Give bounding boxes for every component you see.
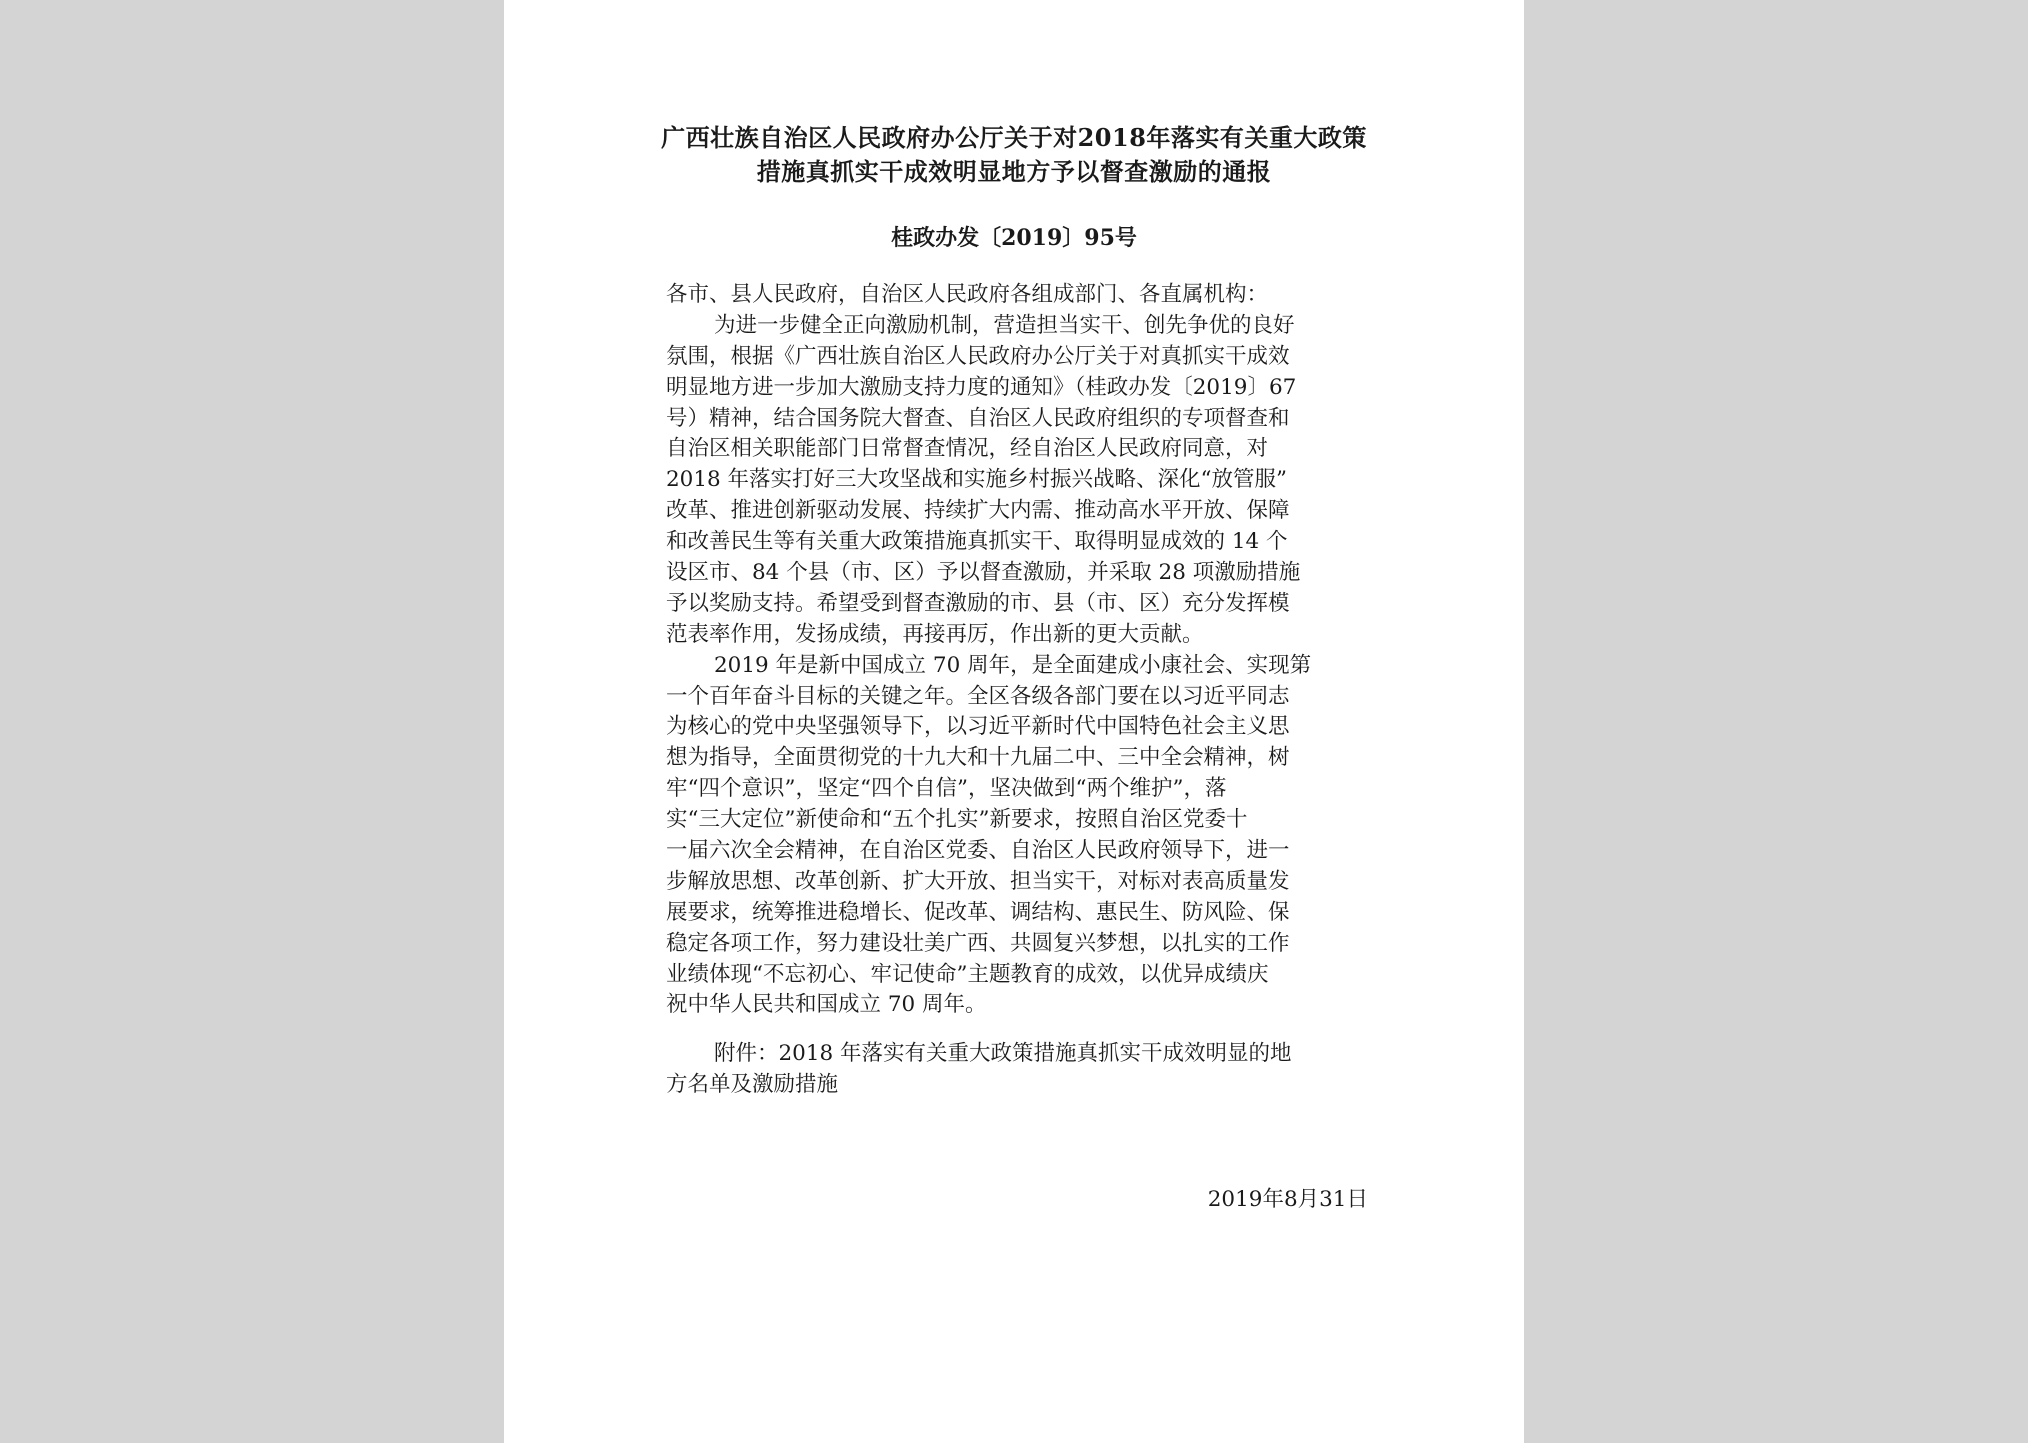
document-body	[666, 280, 1376, 1101]
paragraph-line: 展要求，统筹推进稳增长、促改革、调结构、惠民生、防风险、保	[666, 899, 1290, 925]
paragraph-line: 祝中华人民共和国成立 70 周年。	[666, 992, 987, 1018]
paragraph-line: 号）精神，结合国务院大督查、自治区人民政府组织的专项督查和	[666, 405, 1290, 431]
paragraph-line: 为核心的党中央坚强领导下，以习近平新时代中国特色社会主义思	[666, 714, 1290, 740]
paragraph-line: 设区市、84 个县（市、区）予以督查激励，并采取 28 项激励措施	[666, 560, 1301, 586]
paragraph-line: 实“三大定位”新使命和“五个扎实”新要求，按照自治区党委十	[666, 807, 1248, 833]
paragraph-line: 一届六次全会精神，在自治区党委、自治区人民政府领导下，进一	[666, 838, 1290, 864]
paragraph-line: 氛围，根据《广西壮族自治区人民政府办公厅关于对真抓实干成效	[666, 343, 1290, 369]
paragraph-line: 牢“四个意识”，坚定“四个自信”，坚决做到“两个维护”，落	[666, 776, 1227, 802]
paragraph-line: 稳定各项工作，努力建设壮美广西、共圆复兴梦想，以扎实的工作	[666, 930, 1290, 956]
paragraph-line: 明显地方进一步加大激励支持力度的通知》（桂政办发〔2019〕67	[666, 374, 1297, 400]
document-title-line-1: 广西壮族自治区人民政府办公厅关于对2018年落实有关重大政策	[661, 123, 1367, 152]
attachment-line: 方名单及激励措施	[666, 1072, 839, 1098]
paragraph-line: 予以奖励支持。希望受到督查激励的市、县（市、区）充分发挥模	[666, 590, 1290, 616]
attachment-note	[666, 1039, 1376, 1101]
paragraph-line: 2018 年落实打好三大攻坚战和实施乡村振兴战略、深化“放管服”	[666, 467, 1288, 493]
paragraph-line: 范表率作用，发扬成绩，再接再厉，作出新的更大贡献。	[666, 621, 1204, 647]
paragraph-line: 为进一步健全正向激励机制，营造担当实干、创先争优的良好	[714, 312, 1295, 338]
paragraph-line: 2019 年是新中国成立 70 周年，是全面建成小康社会、实现第	[714, 652, 1312, 678]
paragraph-1	[666, 311, 1376, 651]
spacer	[666, 1021, 1376, 1039]
attachment-line: 附件：2018 年落实有关重大政策措施真抓实干成效明显的地	[714, 1041, 1292, 1067]
document-number: 桂政办发〔2019〕95号	[891, 225, 1137, 251]
paragraph-line: 自治区相关职能部门日常督查情况，经自治区人民政府同意，对	[666, 436, 1269, 462]
document-page	[504, 0, 1524, 1443]
issue-date: 2019年8月31日	[1207, 1187, 1368, 1212]
paragraph-line: 想为指导，全面贯彻党的十九大和十九届二中、三中全会精神，树	[666, 745, 1290, 771]
paragraph-line: 步解放思想、改革创新、扩大开放、担当实干，对标对表高质量发	[666, 868, 1290, 894]
paragraph-2	[666, 651, 1376, 1022]
salutation: 各市、县人民政府，自治区人民政府各组成部门、各直属机构：	[666, 282, 1269, 307]
paragraph-line: 一个百年奋斗目标的关键之年。全区各级各部门要在以习近平同志	[666, 683, 1290, 709]
paragraph-line: 业绩体现“不忘初心、牢记使命”主题教育的成效，以优异成绩庆	[666, 961, 1269, 987]
paragraph-line: 和改善民生等有关重大政策措施真抓实干、取得明显成效的 14 个	[666, 529, 1288, 555]
document-title-line-2: 措施真抓实干成效明显地方予以督查激励的通报	[756, 157, 1272, 186]
paragraph-line: 改革、推进创新驱动发展、持续扩大内需、推动高水平开放、保障	[666, 498, 1290, 524]
